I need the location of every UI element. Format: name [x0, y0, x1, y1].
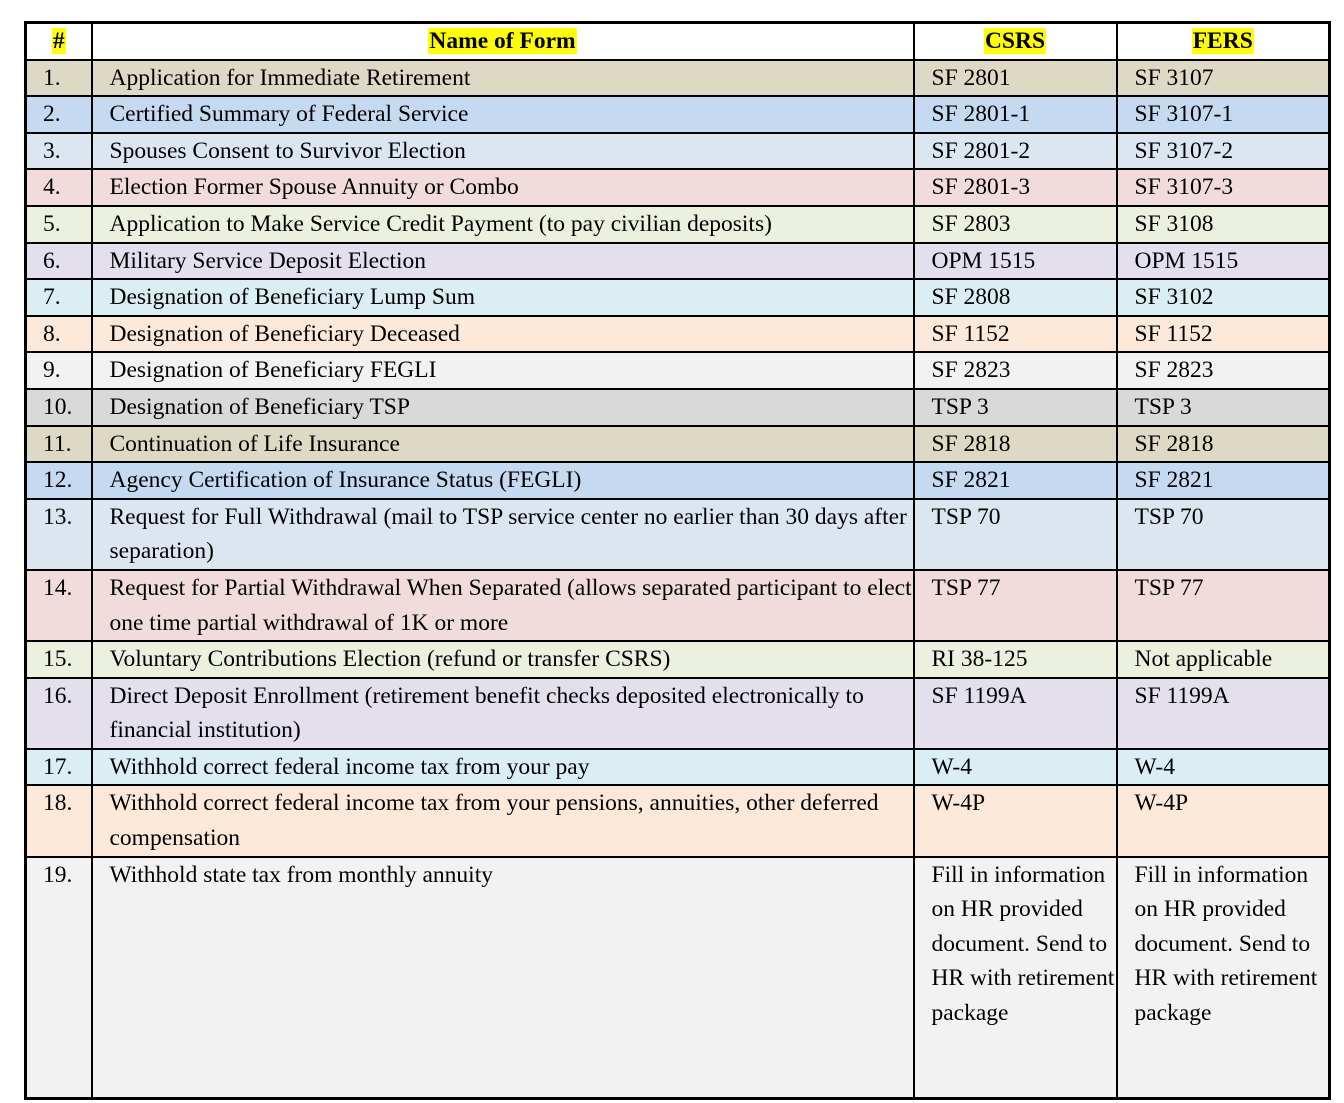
csrs-form: SF 2801-1 — [914, 96, 1117, 133]
form-name: Designation of Beneficiary Lump Sum — [92, 279, 914, 316]
row-number: 9. — [26, 352, 92, 389]
row-number: 14. — [26, 570, 92, 641]
form-name: Continuation of Life Insurance — [92, 426, 914, 463]
fers-form: SF 3107 — [1117, 60, 1330, 97]
csrs-form: RI 38-125 — [914, 641, 1117, 678]
header-row — [26, 23, 1330, 60]
fers-form: SF 3102 — [1117, 279, 1330, 316]
table-row — [26, 570, 1330, 641]
table-row — [26, 785, 1330, 856]
fers-form: SF 1152 — [1117, 316, 1330, 353]
table-row — [26, 499, 1330, 570]
row-number: 6. — [26, 243, 92, 280]
fers-form: W-4 — [1117, 749, 1330, 786]
form-name: Withhold correct federal income tax from your pay — [92, 749, 914, 786]
fers-form: SF 3107-1 — [1117, 96, 1330, 133]
form-name: Designation of Beneficiary Deceased — [92, 316, 914, 353]
form-name: Agency Certification of Insurance Status (FEGLI) — [92, 462, 914, 499]
form-name: Direct Deposit Enrollment (retirement benefit checks deposited electronically to financial institution) — [92, 678, 914, 749]
table-row — [26, 169, 1330, 206]
table-body — [26, 60, 1330, 1099]
csrs-form: W-4 — [914, 749, 1117, 786]
csrs-form: SF 2808 — [914, 279, 1117, 316]
header-num: # — [26, 23, 92, 60]
table-row — [26, 857, 1330, 1099]
table-row — [26, 352, 1330, 389]
csrs-form: TSP 3 — [914, 389, 1117, 426]
row-number: 19. — [26, 857, 92, 1099]
csrs-form: Fill in information on HR provided document. Send to HR with retirement package — [914, 857, 1117, 1099]
table-row — [26, 279, 1330, 316]
table-row — [26, 133, 1330, 170]
form-name: Application to Make Service Credit Payment (to pay civilian deposits) — [92, 206, 914, 243]
csrs-form: SF 2801 — [914, 60, 1117, 97]
form-name: Voluntary Contributions Election (refund or transfer CSRS) — [92, 641, 914, 678]
fers-form: OPM 1515 — [1117, 243, 1330, 280]
csrs-form: SF 2823 — [914, 352, 1117, 389]
csrs-form: SF 2801-2 — [914, 133, 1117, 170]
table-row — [26, 60, 1330, 97]
row-number: 4. — [26, 169, 92, 206]
row-number: 7. — [26, 279, 92, 316]
form-name: Request for Partial Withdrawal When Separated (allows separated participant to elect one time partial withdrawal of 1K or more — [92, 570, 914, 641]
fers-form: SF 2823 — [1117, 352, 1330, 389]
fers-form: TSP 3 — [1117, 389, 1330, 426]
form-name: Withhold correct federal income tax from your pensions, annuities, other deferred compensation — [92, 785, 914, 856]
table-row — [26, 206, 1330, 243]
table-row — [26, 426, 1330, 463]
form-name: Military Service Deposit Election — [92, 243, 914, 280]
fers-form: TSP 70 — [1117, 499, 1330, 570]
row-number: 16. — [26, 678, 92, 749]
row-number: 11. — [26, 426, 92, 463]
csrs-form: SF 2818 — [914, 426, 1117, 463]
table-row — [26, 96, 1330, 133]
table-row — [26, 389, 1330, 426]
row-number: 5. — [26, 206, 92, 243]
fers-form: Not applicable — [1117, 641, 1330, 678]
csrs-form: OPM 1515 — [914, 243, 1117, 280]
fers-form: W-4P — [1117, 785, 1330, 856]
csrs-form: SF 2821 — [914, 462, 1117, 499]
row-number: 1. — [26, 60, 92, 97]
form-name: Designation of Beneficiary TSP — [92, 389, 914, 426]
table-row — [26, 749, 1330, 786]
form-name: Election Former Spouse Annuity or Combo — [92, 169, 914, 206]
form-name: Certified Summary of Federal Service — [92, 96, 914, 133]
forms-table — [24, 21, 1331, 1100]
form-name: Application for Immediate Retirement — [92, 60, 914, 97]
csrs-form: SF 1199A — [914, 678, 1117, 749]
csrs-form: TSP 70 — [914, 499, 1117, 570]
fers-form: Fill in information on HR provided document. Send to HR with retirement package — [1117, 857, 1330, 1099]
row-number: 10. — [26, 389, 92, 426]
fers-form: SF 3108 — [1117, 206, 1330, 243]
csrs-form: TSP 77 — [914, 570, 1117, 641]
table-row — [26, 678, 1330, 749]
row-number: 12. — [26, 462, 92, 499]
row-number: 2. — [26, 96, 92, 133]
csrs-form: W-4P — [914, 785, 1117, 856]
form-name: Designation of Beneficiary FEGLI — [92, 352, 914, 389]
table-row — [26, 462, 1330, 499]
fers-form: SF 1199A — [1117, 678, 1330, 749]
header-csrs: CSRS — [914, 23, 1117, 60]
form-name: Spouses Consent to Survivor Election — [92, 133, 914, 170]
row-number: 17. — [26, 749, 92, 786]
fers-form: SF 2818 — [1117, 426, 1330, 463]
form-name: Request for Full Withdrawal (mail to TSP service center no earlier than 30 days after separation) — [92, 499, 914, 570]
csrs-form: SF 1152 — [914, 316, 1117, 353]
fers-form: SF 2821 — [1117, 462, 1330, 499]
table-row — [26, 316, 1330, 353]
csrs-form: SF 2801-3 — [914, 169, 1117, 206]
table-row — [26, 641, 1330, 678]
row-number: 13. — [26, 499, 92, 570]
row-number: 3. — [26, 133, 92, 170]
fers-form: TSP 77 — [1117, 570, 1330, 641]
row-number: 8. — [26, 316, 92, 353]
row-number: 18. — [26, 785, 92, 856]
header-fers: FERS — [1117, 23, 1330, 60]
table-row — [26, 243, 1330, 280]
fers-form: SF 3107-2 — [1117, 133, 1330, 170]
row-number: 15. — [26, 641, 92, 678]
csrs-form: SF 2803 — [914, 206, 1117, 243]
fers-form: SF 3107-3 — [1117, 169, 1330, 206]
form-name: Withhold state tax from monthly annuity — [92, 857, 914, 1099]
header-name: Name of Form — [92, 23, 914, 60]
